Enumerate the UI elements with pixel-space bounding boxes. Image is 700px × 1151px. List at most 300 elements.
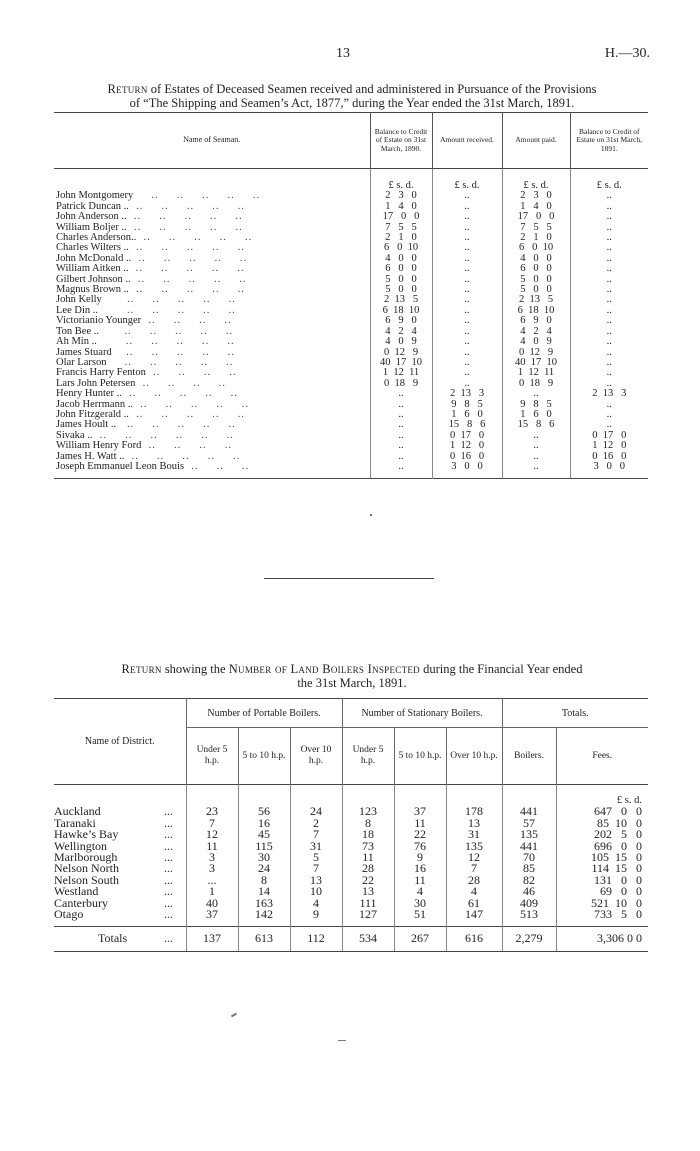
estates-title-lead: Return [107,82,148,96]
received-cell: .. [432,254,502,264]
leader-dots: ... [164,804,173,819]
stationary-5to10-cell: 9 [394,852,446,863]
paid-cell: 40 17 10 [502,358,570,368]
boilers-cell: 135 [502,829,556,840]
received-cell: 15 8 6 [432,420,502,430]
received-cell: .. [432,264,502,274]
received-cell: 1 6 0 [432,410,502,420]
paid-cell: 9 8 5 [502,400,570,410]
paid-cell: 4 2 4 [502,327,570,337]
balance-1890-cell: 40 17 10 [370,358,432,368]
district-name: Marlborough [54,850,118,865]
section-divider [264,578,434,579]
portable-over10-cell: 2 [290,818,342,829]
balance-1891-cell: .. [570,295,648,305]
seaman-name: Charles Anderson.. [56,232,137,244]
fees-cell: 521 10 0 [556,898,648,909]
received-cell: .. [432,243,502,253]
leader-dots: .. .. .. .. .. [106,356,234,368]
received-cell: 9 8 5 [432,400,502,410]
fees-cell: 202 5 0 [556,829,648,840]
received-cell: 0 16 0 [432,452,502,462]
portable-under5-cell: 37 [186,909,238,927]
boilers-cell: 57 [502,818,556,829]
received-cell: .. [432,306,502,316]
leader-dots: .. .. .. .. .. [121,388,238,400]
table-row [54,875,648,886]
units-balance-1891: £ s. d. [570,169,648,192]
totals-boilers: 2,279 [502,927,556,951]
seaman-name-cell [54,462,370,479]
seaman-name: Gilbert Johnson .. [56,273,131,285]
stationary-under5-cell: 8 [342,818,394,829]
boilers-cell: 513 [502,909,556,927]
paid-cell: 4 0 9 [502,337,570,347]
balance-1891-cell: .. [570,264,648,274]
paid-cell: .. [502,389,570,399]
table-row [54,909,648,927]
portable-under5-cell: 11 [186,841,238,852]
seaman-name: Henry Hunter .. [56,388,122,400]
received-cell: 0 17 0 [432,431,502,441]
col-stationary-over10: Over 10 h.p. [446,728,502,785]
paid-cell: 2 13 5 [502,295,570,305]
paid-cell: 6 0 0 [502,264,570,274]
leader-dots: ... [164,872,173,887]
seaman-name: Lee Din .. [56,304,98,316]
fees-cell: 733 5 0 [556,909,648,927]
boilers-cell: 82 [502,875,556,886]
balance-1890-cell: 17 0 0 [370,212,432,222]
balance-1891-cell: .. [570,368,648,378]
stationary-5to10-cell: 4 [394,886,446,897]
units-paid: £ s. d. [502,169,570,192]
stationary-over10-cell: 28 [446,875,502,886]
balance-1890-cell: .. [370,389,432,399]
seaman-name: William Henry Ford [56,440,142,452]
stationary-5to10-cell: 11 [394,875,446,886]
page-header [0,44,700,64]
stationary-under5-cell: 13 [342,886,394,897]
balance-1890-cell: .. [370,410,432,420]
stationary-under5-cell: 18 [342,829,394,840]
stationary-over10-cell: 31 [446,829,502,840]
leader-dots: .. .. .. .. .. [128,284,245,296]
balance-1891-cell: .. [570,202,648,212]
seaman-name: Lars John Petersen [56,377,136,389]
portable-5to10-cell: 14 [238,886,290,897]
paid-cell: .. [502,462,570,479]
balance-1890-cell: 2 13 5 [370,295,432,305]
stationary-over10-cell: 7 [446,863,502,874]
col-seaman-name: Name of Seaman. [183,135,241,145]
paid-cell: .. [502,431,570,441]
seaman-name: James Hoult .. [56,419,117,431]
seaman-name: John Fitzgerald .. [56,408,129,420]
leader-dots: .. .. .. .. .. [98,304,236,316]
seaman-name: John Anderson .. [56,211,127,223]
seaman-name: Patrick Duncan .. [56,200,129,212]
col-amount-received: Amount received. [432,113,502,169]
leader-dots: .. .. .. .. .. .. [92,429,234,441]
portable-over10-cell: 13 [290,875,342,886]
col-stationary: Number of Stationary Boilers. [342,699,502,728]
received-cell: .. [432,295,502,305]
balance-1891-cell: .. [570,400,648,410]
balance-1891-cell: 3 0 0 [570,462,648,479]
boilers-cell: 441 [502,806,556,817]
totals-dots: ... [160,927,186,951]
boilers-cell: 70 [502,852,556,863]
portable-under5-cell: 3 [186,863,238,874]
balance-1891-cell: .. [570,348,648,358]
leader-dots: ... [164,861,173,876]
seaman-name: James H. Watt .. [56,450,125,462]
received-cell: .. [432,275,502,285]
district-name: Auckland [54,804,101,819]
paid-cell: 0 12 9 [502,348,570,358]
leader-dots: .. .. .. .. .. [111,346,235,358]
stationary-over10-cell: 12 [446,852,502,863]
stationary-5to10-cell: 11 [394,818,446,829]
boilers-totals-row [54,927,648,951]
stationary-over10-cell: 13 [446,818,502,829]
totals-portable-5to10: 613 [238,927,290,951]
leader-dots: .. .. .. .. .. [99,325,234,337]
district-name: Otago [54,907,84,922]
leader-dots: .. .. .. .. .. [96,336,235,348]
paid-cell: 2 3 0 [502,191,570,201]
balance-1890-cell: .. [370,441,432,451]
seaman-name: Olar Larson [56,356,107,368]
paid-cell: .. [502,441,570,451]
fees-cell: 696 0 0 [556,841,648,852]
fees-cell: 647 0 0 [556,806,648,817]
leader-dots: .. .. .. .. [141,315,232,327]
stationary-over10-cell: 178 [446,806,502,817]
col-fees: Fees. [556,728,648,785]
district-name: Wellington [54,838,108,853]
leader-dots: ... [164,827,173,842]
balance-1891-cell: .. [570,358,648,368]
portable-5to10-cell: 30 [238,852,290,863]
balance-1891-cell: .. [570,420,648,430]
table-row [54,852,648,863]
received-cell: .. [432,285,502,295]
balance-1891-cell: .. [570,275,648,285]
stationary-under5-cell: 123 [342,806,394,817]
seaman-name: John Montgomery [56,190,134,202]
boilers-title-lead: Return [121,662,162,676]
received-cell: 2 13 3 [432,389,502,399]
portable-under5-cell: 40 [186,898,238,909]
portable-5to10-cell: 56 [238,806,290,817]
balance-1891-cell: .. [570,223,648,233]
fees-cell: 85 10 0 [556,818,648,829]
totals-portable-under5: 137 [186,927,238,951]
balance-1890-cell: 5 0 0 [370,285,432,295]
district-name: Taranaki [54,815,96,830]
paid-cell: 5 0 0 [502,285,570,295]
leader-dots: .. .. .. .. .. [128,263,245,275]
boilers-units-row [54,785,648,807]
portable-5to10-cell: 24 [238,863,290,874]
balance-1891-cell: 1 12 0 [570,441,648,451]
seaman-name: Ah Min .. [56,336,97,348]
leader-dots: .. .. .. .. .. [124,450,241,462]
table-row [54,863,648,874]
page-number: 13 [336,46,350,61]
seaman-name: Charles Wilters .. [56,242,129,254]
leader-dots: .. .. .. .. .. [133,190,261,202]
portable-over10-cell: 31 [290,841,342,852]
balance-1891-cell: .. [570,306,648,316]
seaman-name: John Kelly [56,294,102,306]
col-stationary-under5: Under 5 h.p. [342,728,394,785]
page-reference: H.—30. [604,46,650,61]
portable-under5-cell: 23 [186,806,238,817]
portable-5to10-cell: 115 [238,841,290,852]
district-name: Canterbury [54,895,108,910]
estates-header-row [54,113,648,169]
portable-under5-cell: 3 [186,852,238,863]
leader-dots: .. .. .. .. .. [131,252,248,264]
stray-mark [231,1013,237,1018]
district-name: Nelson North [54,861,119,876]
leader-dots: .. .. .. .. .. [126,211,243,223]
leader-dots: .. .. .. .. [135,377,226,389]
paid-cell: 15 8 6 [502,420,570,430]
portable-under5-cell: 7 [186,818,238,829]
seaman-name: Jacob Herrmann .. [56,398,133,410]
table-row [54,886,648,897]
balance-1890-cell: 6 18 10 [370,306,432,316]
balance-1890-cell: 2 1 0 [370,233,432,243]
portable-5to10-cell: 142 [238,909,290,927]
leader-dots: ... [164,838,173,853]
received-cell: .. [432,337,502,347]
paid-cell: 4 0 0 [502,254,570,264]
balance-1890-cell: 1 4 0 [370,202,432,212]
col-amount-paid: Amount paid. [502,113,570,169]
received-cell: .. [432,233,502,243]
fees-cell: 114 15 0 [556,863,648,874]
table-row [54,841,648,852]
balance-1891-cell: .. [570,254,648,264]
paid-cell: 6 18 10 [502,306,570,316]
stray-mark [338,1040,346,1041]
balance-1890-cell: 2 3 0 [370,191,432,201]
seaman-name: William Aitken .. [56,263,129,275]
portable-over10-cell: 4 [290,898,342,909]
units-received: £ s. d. [432,169,502,192]
totals-stationary-under5: 534 [342,927,394,951]
balance-1891-cell: .. [570,285,648,295]
paid-cell: 5 0 0 [502,275,570,285]
received-cell: .. [432,202,502,212]
stationary-under5-cell: 127 [342,909,394,927]
estates-title-rest: of Estates of Deceased Seamen received and administered in Pursuance of the Provisions [147,82,597,96]
stray-mark [370,514,372,516]
boilers-table [54,698,648,952]
leader-dots: .. .. .. .. .. [128,200,245,212]
col-portable-5to10: 5 to 10 h.p. [238,728,290,785]
balance-1891-cell: .. [570,233,648,243]
portable-over10-cell: 5 [290,852,342,863]
paid-cell: 6 0 10 [502,243,570,253]
seaman-name: Francis Harry Fenton [56,367,146,379]
stationary-5to10-cell: 30 [394,898,446,909]
table-row [54,462,648,479]
seaman-name: John McDonald .. [56,252,132,264]
stationary-over10-cell: 61 [446,898,502,909]
balance-1891-cell: .. [570,191,648,201]
seaman-name: Victorianio Younger [56,315,142,327]
portable-over10-cell: 7 [290,829,342,840]
paid-cell: 2 1 0 [502,233,570,243]
leader-dots: .. .. .. .. .. [132,398,249,410]
balance-1891-cell: .. [570,379,648,389]
col-portable-under5: Under 5 h.p. [186,728,238,785]
seaman-name: Ton Bee .. [56,325,100,337]
received-cell: .. [432,223,502,233]
paid-cell: 1 4 0 [502,202,570,212]
balance-1891-cell: 2 13 3 [570,389,648,399]
balance-1890-cell: 4 0 0 [370,254,432,264]
col-balance-1891: Balance to Credit of Estate on 31st March, 1891. [570,113,648,169]
col-portable-over10: Over 10 h.p. [290,728,342,785]
boilers-cell: 441 [502,841,556,852]
portable-over10-cell: 10 [290,886,342,897]
boilers-title-mid2: during the Financial Year ended [419,662,583,676]
stationary-under5-cell: 73 [342,841,394,852]
col-balance-1890: Balance to Credit of Estate on 31st March, 1890. [370,113,432,169]
fees-cell: 105 15 0 [556,852,648,863]
stationary-over10-cell: 135 [446,841,502,852]
boilers-cell: 409 [502,898,556,909]
balance-1891-cell: .. [570,337,648,347]
leader-dots: .. .. .. .. [145,367,237,379]
boilers-cell: 85 [502,863,556,874]
stationary-over10-cell: 147 [446,909,502,927]
leader-dots: .. .. .. .. .. [128,242,245,254]
stationary-under5-cell: 22 [342,875,394,886]
leader-dots: .. .. .. [184,460,250,472]
table-row [54,829,648,840]
stationary-under5-cell: 111 [342,898,394,909]
paid-cell: .. [502,452,570,462]
table-row [54,806,648,817]
totals-label: Totals [54,927,160,951]
balance-1891-cell: .. [570,243,648,253]
estates-title [52,82,652,110]
received-cell: .. [432,368,502,378]
balance-1891-cell: .. [570,212,648,222]
boilers-title-line2: the 31st March, 1891. [297,676,407,690]
col-portable: Number of Portable Boilers. [186,699,342,728]
balance-1890-cell: 6 0 0 [370,264,432,274]
received-cell: .. [432,348,502,358]
boilers-header-row-1 [54,699,648,728]
received-cell: .. [432,212,502,222]
col-stationary-5to10: 5 to 10 h.p. [394,728,446,785]
balance-1890-cell: 6 9 0 [370,316,432,326]
totals-stationary-over10: 616 [446,927,502,951]
stationary-5to10-cell: 22 [394,829,446,840]
balance-1890-cell: .. [370,420,432,430]
leader-dots: .. .. .. .. .. [136,232,253,244]
portable-5to10-cell: 45 [238,829,290,840]
portable-over10-cell: 24 [290,806,342,817]
seaman-name: James Stuard [56,346,112,358]
leader-dots: .. .. .. .. .. [130,273,247,285]
portable-over10-cell: 9 [290,909,342,927]
leader-dots: ... [164,815,173,830]
leader-dots: ... [164,884,173,899]
received-cell: .. [432,316,502,326]
portable-5to10-cell: 8 [238,875,290,886]
leader-dots: .. .. .. .. .. [126,221,243,233]
col-boilers: Boilers. [502,728,556,785]
portable-over10-cell: 7 [290,863,342,874]
balance-1891-cell: .. [570,410,648,420]
paid-cell: 1 6 0 [502,410,570,420]
paid-cell: 17 0 0 [502,212,570,222]
leader-dots: ... [164,895,173,910]
balance-1890-cell: 4 2 4 [370,327,432,337]
received-cell: .. [432,191,502,201]
balance-1891-cell: 0 16 0 [570,452,648,462]
boilers-title-smallcaps: Number of Land Boilers Inspected [228,662,420,676]
received-cell: .. [432,358,502,368]
seaman-name: Magnus Brown .. [56,284,129,296]
leader-dots: .. .. .. .. [141,440,232,452]
portable-5to10-cell: 16 [238,818,290,829]
paid-cell: 0 18 9 [502,379,570,389]
paid-cell: 6 9 0 [502,316,570,326]
boilers-title-mid1: showing the [161,662,229,676]
portable-under5-cell: ... [186,875,238,886]
units-balance-1890: £ s. d. [370,169,432,192]
balance-1891-cell: 0 17 0 [570,431,648,441]
balance-1890-cell: 4 0 9 [370,337,432,347]
paid-cell: 7 5 5 [502,223,570,233]
received-cell: 1 12 0 [432,441,502,451]
totals-portable-over10: 112 [290,927,342,951]
col-totals: Totals. [502,699,648,728]
balance-1890-cell: 6 0 10 [370,243,432,253]
stationary-5to10-cell: 51 [394,909,446,927]
balance-1890-cell: .. [370,462,432,479]
table-row [54,898,648,909]
totals-stationary-5to10: 267 [394,927,446,951]
estates-title-line2: of “The Shipping and Seamen’s Act, 1877,” during the Year ended the 31st March, 1891. [129,96,575,110]
estates-units-row [54,169,648,192]
leader-dots: .. .. .. .. .. [101,294,236,306]
stationary-5to10-cell: 37 [394,806,446,817]
seaman-name: William Boljer .. [56,221,127,233]
district-name: Hawke’s Bay [54,827,119,842]
paid-cell: 1 12 11 [502,368,570,378]
balance-1890-cell: .. [370,452,432,462]
boilers-cell: 46 [502,886,556,897]
balance-1891-cell: .. [570,316,648,326]
portable-under5-cell: 12 [186,829,238,840]
table-row [54,818,648,829]
leader-dots: .. .. .. .. .. [128,408,245,420]
stationary-under5-cell: 11 [342,852,394,863]
totals-fees: 3,306 0 0 [556,927,648,951]
